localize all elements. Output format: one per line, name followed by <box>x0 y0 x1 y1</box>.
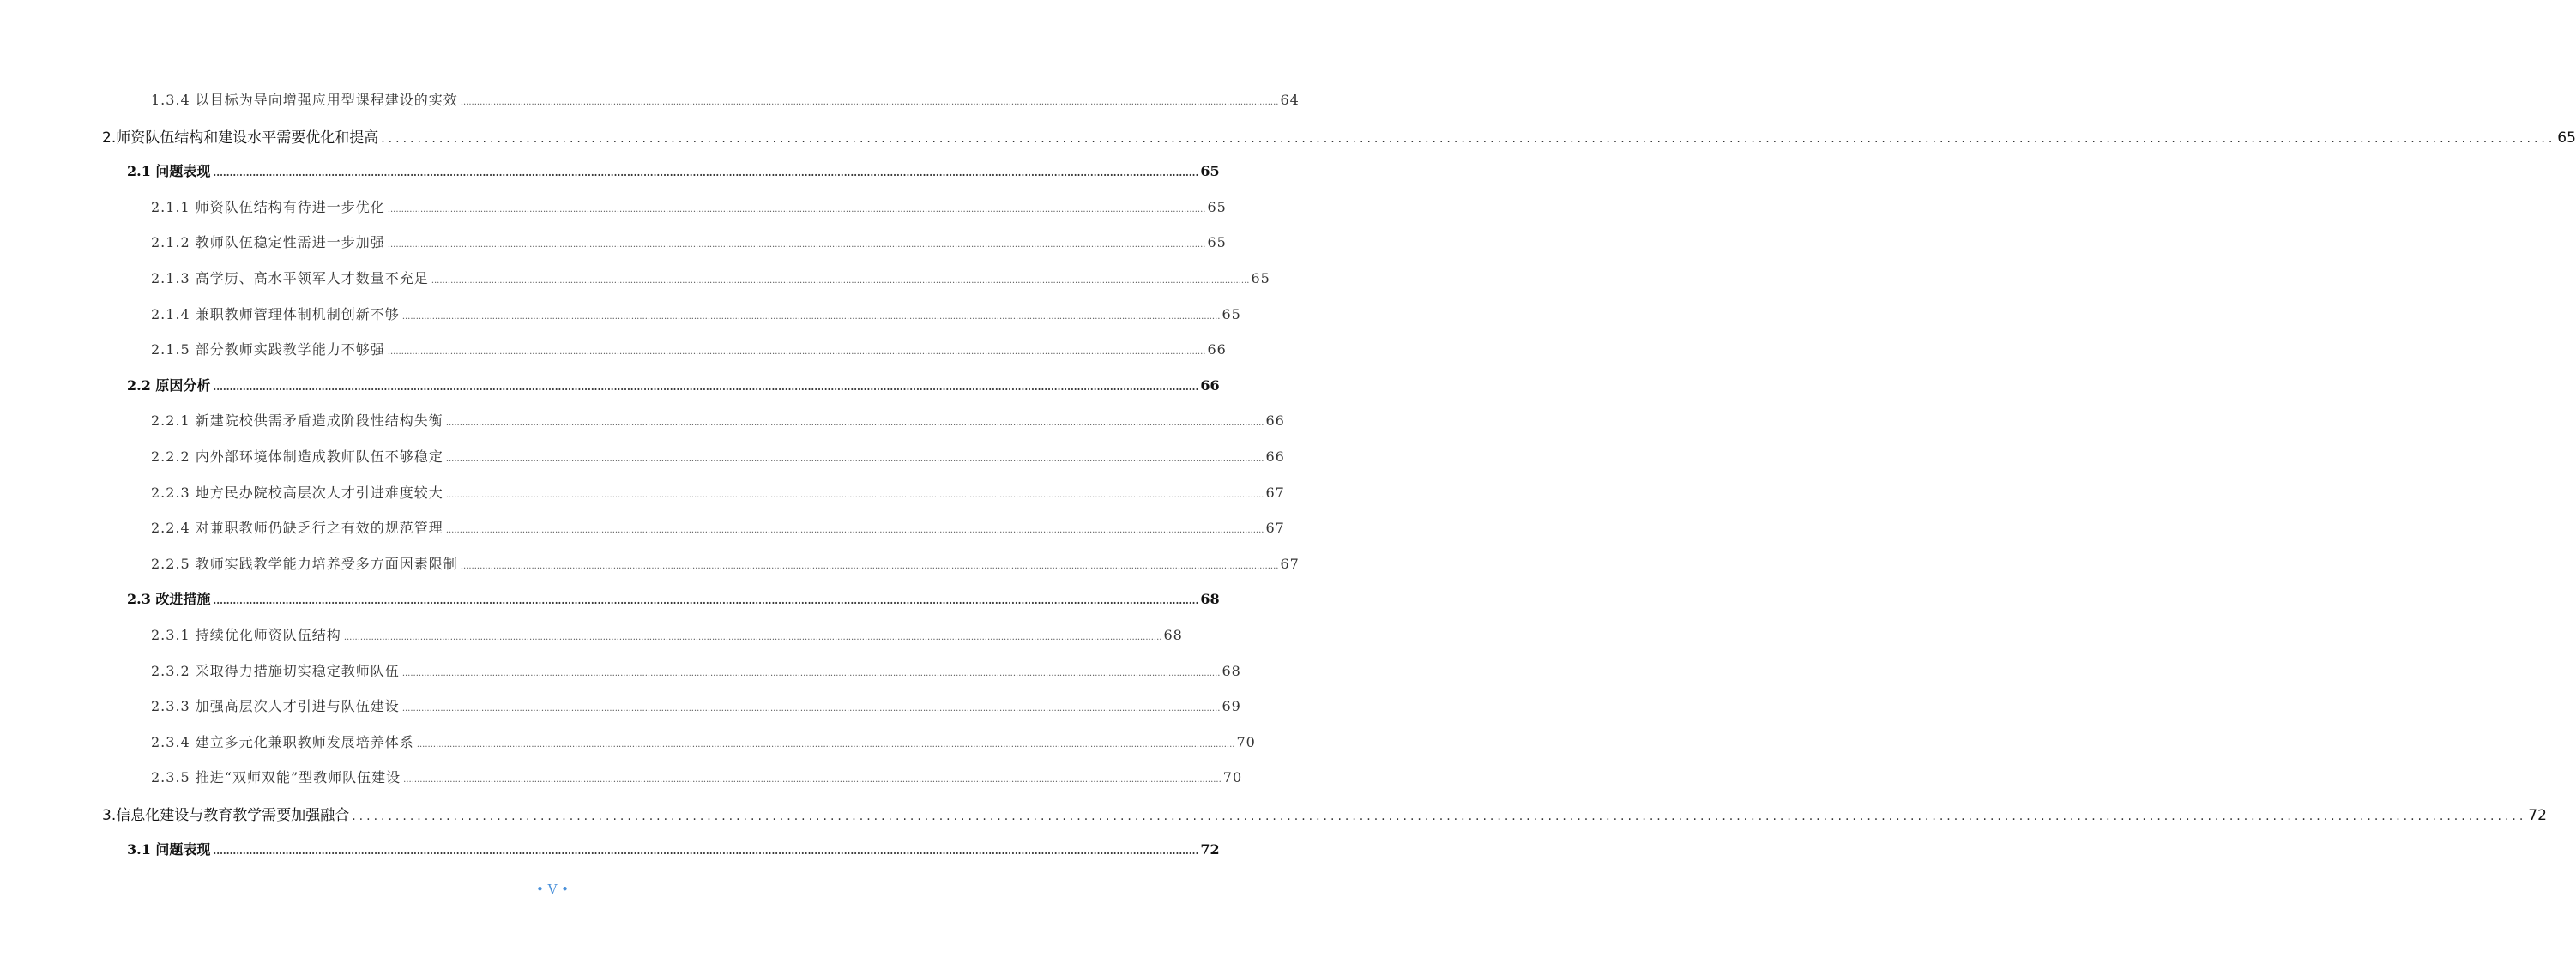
toc-entry[interactable] <box>151 268 1270 287</box>
toc-leader-dots: ............................................................................................................................................................................................................................................................................................................ <box>445 418 1264 429</box>
page-number: • V • <box>535 882 570 897</box>
toc-leader-dots: ............................................................................................................................................................................................................................................................................................................ <box>416 739 1235 749</box>
toc-entry[interactable] <box>102 803 2547 824</box>
toc-leader-dots: ............................................................................................................................................................................................................................................................................................................ <box>445 490 1264 500</box>
toc-entry-title: 3.信息化建设与教育教学需要加强融合 <box>102 807 350 824</box>
toc-entry-title: 2.3.4 建立多元化兼职教师发展培养体系 <box>151 733 414 750</box>
toc-entry-page: 67 <box>1265 520 1285 537</box>
toc-entry-page: 67 <box>1265 484 1285 501</box>
toc-leader-dots: ............................................................................................................................................................................................................................................................................................................ <box>352 810 2527 823</box>
toc-leader-dots: ............................................................................................................................................................................................................................................................................................................ <box>387 204 1206 214</box>
toc-leader-dots: ............................................................................................................................................................................................................................................................................................................ <box>401 668 1221 678</box>
toc-entry-title: 2.师资队伍结构和建设水平需要优化和提高 <box>102 129 379 147</box>
toc-entry-page: 72 <box>2528 807 2547 824</box>
toc-entry[interactable] <box>151 660 1241 680</box>
toc-entry-page: 70 <box>1222 769 1243 786</box>
toc-entry[interactable] <box>127 375 1220 394</box>
toc-entry-page: 69 <box>1222 698 1241 715</box>
toc-entry-title: 2.1.4 兼职教师管理体制机制创新不够 <box>151 305 400 322</box>
toc-entry-page: 65 <box>2557 129 2576 147</box>
toc-entry-page: 65 <box>1222 305 1241 322</box>
toc-entry-page: 66 <box>1265 448 1285 465</box>
toc-entry-page: 66 <box>1200 376 1220 394</box>
toc-entry[interactable] <box>151 517 1285 537</box>
toc-entry-title: 2.2.5 教师实践教学能力培养受多方面因素限制 <box>151 555 458 572</box>
toc-entry-page: 66 <box>1207 341 1227 358</box>
toc-leader-dots: ............................................................................................................................................................................................................................................................................................................ <box>460 98 1279 107</box>
toc-entry[interactable] <box>127 839 1220 858</box>
toc-entry-title: 2.1 问题表现 <box>127 163 211 180</box>
toc-entry-page: 65 <box>1207 234 1227 251</box>
toc-entry-title: 2.3.3 加强高层次人才引进与队伍建设 <box>151 698 400 715</box>
toc-leader-dots: ............................................................................................................................................................................................................................................................................................................ <box>213 595 1199 607</box>
toc-leader-dots: ............................................................................................................................................................................................................................................................................................................ <box>213 381 1199 393</box>
toc-entry[interactable] <box>151 767 1243 786</box>
toc-entry-page: 66 <box>1265 412 1285 430</box>
toc-leader-dots: ............................................................................................................................................................................................................................................................................................................ <box>381 131 2556 146</box>
toc-entry[interactable] <box>127 588 1220 608</box>
toc-entry[interactable] <box>151 482 1285 502</box>
toc-entry[interactable] <box>127 160 1220 180</box>
toc-entry[interactable] <box>151 196 1227 216</box>
toc-entry-page: 68 <box>1200 591 1220 608</box>
toc-leader-dots: ............................................................................................................................................................................................................................................................................................................ <box>403 775 1222 785</box>
toc-entry-title: 2.2.3 地方民办院校高层次人才引进难度较大 <box>151 484 443 501</box>
toc-entry[interactable] <box>102 125 2576 147</box>
toc-entry[interactable] <box>151 89 1300 109</box>
toc-entry-title: 3.1 问题表现 <box>127 840 211 858</box>
toc-entry-title: 2.1.1 师资队伍结构有待进一步优化 <box>151 198 385 215</box>
toc-entry[interactable] <box>151 232 1227 251</box>
toc-leader-dots: ............................................................................................................................................................................................................................................................................................................ <box>387 347 1206 358</box>
toc-entry-title: 2.1.2 教师队伍稳定性需进一步加强 <box>151 234 385 251</box>
toc-entry-page: 65 <box>1251 270 1270 286</box>
toc-entry-title: 2.3.5 推进“双师双能”型教师队伍建设 <box>151 769 401 786</box>
toc-entry-title: 2.2.4 对兼职教师仍缺乏行之有效的规范管理 <box>151 520 443 537</box>
toc-entry-title: 2.2 原因分析 <box>127 376 211 394</box>
toc-entry-page: 68 <box>1222 662 1241 679</box>
toc-entry[interactable] <box>151 695 1241 715</box>
toc-entry-title: 2.1.5 部分教师实践教学能力不够强 <box>151 341 385 358</box>
toc-entry-title: 2.3.1 持续优化师资队伍结构 <box>151 627 341 643</box>
toc-entry-page: 67 <box>1280 555 1300 572</box>
toc-entry-page: 70 <box>1236 733 1256 750</box>
toc-entry-page: 72 <box>1200 840 1220 858</box>
toc-entry[interactable] <box>151 339 1227 358</box>
toc-leader-dots: ............................................................................................................................................................................................................................................................................................................ <box>445 454 1264 464</box>
toc-leader-dots: ............................................................................................................................................................................................................................................................................................................ <box>401 311 1221 322</box>
toc-entry-page: 65 <box>1207 198 1227 215</box>
toc-entry-title: 2.3 改进措施 <box>127 591 211 608</box>
toc-entry[interactable] <box>151 553 1300 573</box>
toc-entry[interactable] <box>151 304 1241 323</box>
toc-entry-page: 65 <box>1200 163 1220 180</box>
toc-entry[interactable] <box>151 410 1285 430</box>
toc-entry-page: 68 <box>1163 627 1183 643</box>
toc-entry[interactable] <box>151 624 1183 644</box>
toc-leader-dots: ............................................................................................................................................................................................................................................................................................................ <box>213 167 1199 179</box>
toc-entry[interactable] <box>151 731 1256 751</box>
toc-leader-dots: ............................................................................................................................................................................................................................................................................................................ <box>445 526 1264 536</box>
toc-entry[interactable] <box>151 446 1285 466</box>
toc-leader-dots: ............................................................................................................................................................................................................................................................................................................ <box>213 845 1199 857</box>
toc-leader-dots: ............................................................................................................................................................................................................................................................................................................ <box>460 561 1279 571</box>
toc-entry-title: 2.3.2 采取得力措施切实稳定教师队伍 <box>151 662 400 679</box>
toc-leader-dots: ............................................................................................................................................................................................................................................................................................................ <box>401 704 1221 714</box>
toc-entry-title: 2.1.3 高学历、高水平领军人才数量不充足 <box>151 270 429 286</box>
toc-leader-dots: ............................................................................................................................................................................................................................................................................................................ <box>431 276 1250 286</box>
toc-entry-title: 2.2.2 内外部环境体制造成教师队伍不够稳定 <box>151 448 443 465</box>
toc-leader-dots: ............................................................................................................................................................................................................................................................................................................ <box>343 633 1162 642</box>
toc-entry-title: 1.3.4 以目标为导向增强应用型课程建设的实效 <box>151 92 458 108</box>
toc-entry-title: 2.2.1 新建院校供需矛盾造成阶段性结构失衡 <box>151 412 443 430</box>
toc-entry-page: 64 <box>1280 92 1300 108</box>
toc-leader-dots: ............................................................................................................................................................................................................................................................................................................ <box>387 240 1206 250</box>
